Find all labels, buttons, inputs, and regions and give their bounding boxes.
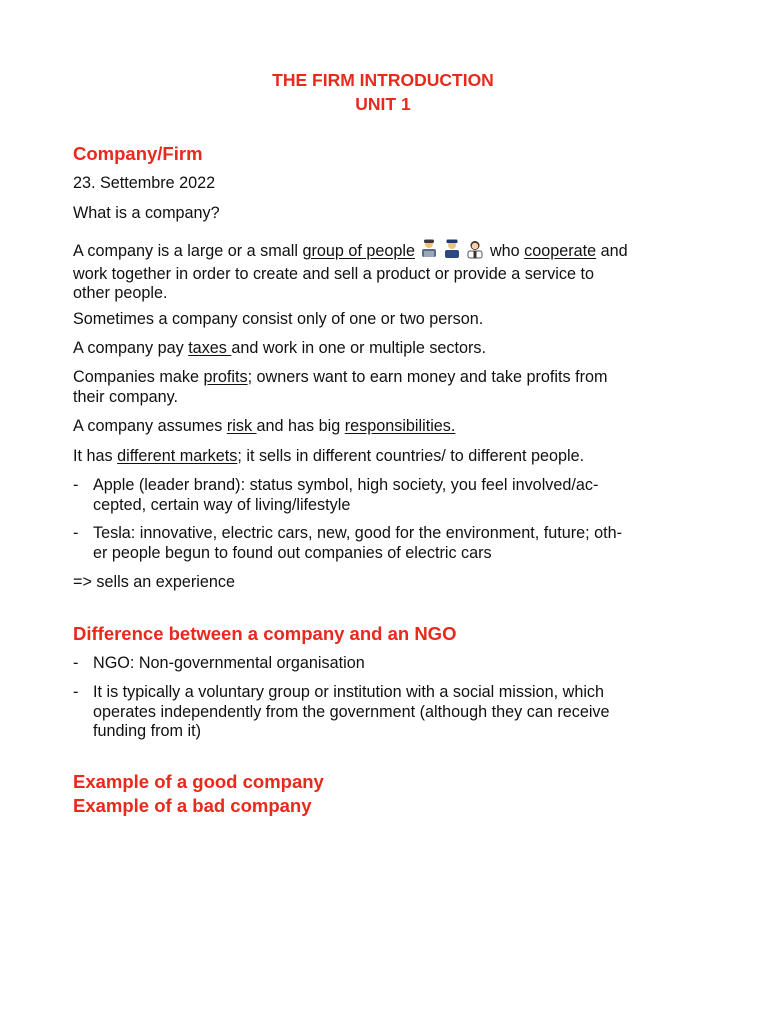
text-span: and has big xyxy=(256,417,345,435)
underlined-different-markets: different markets xyxy=(117,447,238,465)
paragraph-taxes xyxy=(73,339,703,359)
list-item-ngo-definition xyxy=(73,654,703,674)
date-text: 23. Settembre 2022 xyxy=(73,174,216,192)
people-emoji-group xyxy=(419,239,488,265)
text-span: who xyxy=(489,242,525,260)
technologist-icon xyxy=(419,239,439,259)
document-title: THE FIRM INTRODUCTION xyxy=(272,70,494,90)
underlined-cooperate: cooperate xyxy=(524,242,597,260)
text-span: A company assumes xyxy=(73,417,227,435)
text-span: their company. xyxy=(73,387,178,406)
police-officer-icon xyxy=(442,239,462,259)
list-text: It is typically a voluntary group or institution with a social mission, which xyxy=(93,683,605,701)
text-span: It has xyxy=(73,447,118,465)
text-span: Companies make xyxy=(73,368,204,386)
list-item-apple xyxy=(73,476,703,515)
text-span: ; it sells in different countries/ to different people. xyxy=(237,447,585,465)
underlined-responsibilities: responsibilities. xyxy=(344,417,456,435)
bullet-dash: - xyxy=(73,476,79,494)
list-item-ngo-description xyxy=(73,683,703,742)
text-span: ; owners want to earn money and take profits from xyxy=(247,368,608,386)
document-subtitle: UNIT 1 xyxy=(355,94,411,114)
text-span: and xyxy=(596,242,628,260)
text-span: work together in order to create and sell a product or provide a service to xyxy=(73,264,594,283)
woman-office-worker-icon xyxy=(465,239,485,259)
text-span: and work in one or multiple sectors. xyxy=(231,339,487,357)
bullet-dash: - xyxy=(73,524,79,542)
list-item-tesla xyxy=(73,524,703,563)
heading-good-company: Example of a good company xyxy=(73,771,324,792)
paragraph-markets xyxy=(73,447,703,467)
list-text: NGO: Non-governmental organisation xyxy=(93,654,365,672)
list-text: cepted, certain way of living/lifestyle xyxy=(93,495,351,514)
paragraph-risk xyxy=(73,417,703,437)
list-text: Tesla: innovative, electric cars, new, good for the environment, future; oth- xyxy=(93,524,623,542)
underlined-risk: risk xyxy=(226,417,257,435)
list-text: Apple (leader brand): status symbol, high society, you feel involved/ac- xyxy=(93,476,599,494)
heading-bad-company: Example of a bad company xyxy=(73,795,312,816)
list-text: operates independently from the government (although they can receive xyxy=(93,702,610,721)
underlined-group-of-people: group of people xyxy=(302,242,415,260)
paragraph-profits xyxy=(73,368,703,407)
underlined-taxes: taxes xyxy=(188,339,232,357)
text-span: other people. xyxy=(73,284,168,302)
underlined-profits: profits xyxy=(203,368,248,386)
list-text: er people begun to found out companies of electric cars xyxy=(93,543,492,562)
section-heading-ngo: Difference between a company and an NGO xyxy=(73,623,457,644)
section-heading-company: Company/Firm xyxy=(73,143,203,164)
list-text: funding from it) xyxy=(93,722,201,740)
paragraph-small-company: Sometimes a company consist only of one or two person. xyxy=(73,310,484,328)
bullet-dash: - xyxy=(73,654,79,672)
text-span: A company is a large or a small xyxy=(73,242,303,260)
text-span: A company pay xyxy=(73,339,189,357)
conclusion-text: => sells an experience xyxy=(73,573,235,591)
bullet-dash: - xyxy=(73,683,79,701)
paragraph-definition xyxy=(73,239,703,304)
question-text: What is a company? xyxy=(73,204,220,222)
